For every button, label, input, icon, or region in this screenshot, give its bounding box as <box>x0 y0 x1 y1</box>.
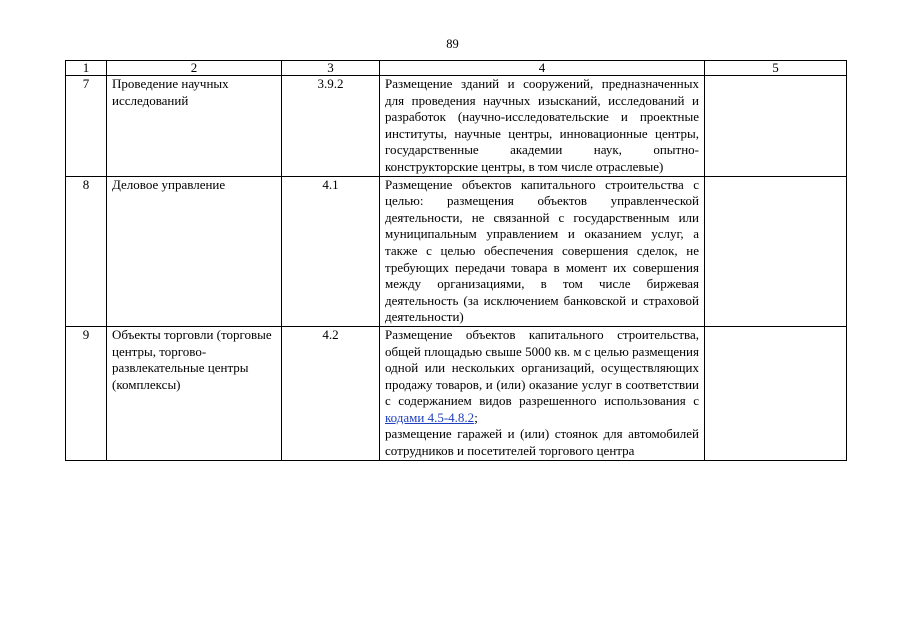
codes-link[interactable]: кодами 4.5-4.8.2 <box>385 409 475 425</box>
use-type-name: Проведение научных исследований <box>107 76 282 177</box>
row-note <box>705 176 847 326</box>
table-header-row <box>66 61 847 76</box>
table-row <box>66 176 847 326</box>
row-number: 7 <box>66 76 107 177</box>
column-header: 5 <box>705 61 847 76</box>
row-note <box>705 76 847 177</box>
use-type-description <box>380 326 705 460</box>
column-header: 3 <box>282 61 380 76</box>
description-paragraph <box>385 327 699 427</box>
table-row <box>66 326 847 460</box>
use-type-code: 3.9.2 <box>282 76 380 177</box>
description-text: ; <box>474 409 478 425</box>
row-number: 8 <box>66 176 107 326</box>
page-number: 89 <box>446 37 459 51</box>
column-header: 2 <box>107 61 282 76</box>
land-use-table <box>65 60 847 461</box>
description-text: Размещение объектов капитального строительства, общей площадью свыше 5000 кв. м с целью размещения одной или нескольких организаций, осуществляющих продажу товаров, и (или) оказание услуг в соответствии с содержанием видов разрешенного использования с <box>385 326 699 409</box>
column-header: 4 <box>380 61 705 76</box>
row-number: 9 <box>66 326 107 460</box>
use-type-description: Размещение объектов капитального строительства с целью: размещения объектов управленческой деятельности, не связанной с государственным или муниципальным управлением и оказанием услуг, а также с целью обеспечения совершения сделок, не требующих передачи товара в момент их совершения между организациями, в том числе биржевая деятельность (за исключением банковской и страховой деятельности) <box>380 176 705 326</box>
use-type-name: Объекты торговли (торговые центры, торгово-развлекательные центры (комплексы) <box>107 326 282 460</box>
use-type-code: 4.1 <box>282 176 380 326</box>
column-header: 1 <box>66 61 107 76</box>
description-paragraph: размещение гаражей и (или) стоянок для автомобилей сотрудников и посетителей торгового центра <box>385 426 699 459</box>
use-type-name: Деловое управление <box>107 176 282 326</box>
use-type-description: Размещение зданий и сооружений, предназначенных для проведения научных изысканий, исследований и разработок (научно-исследовательские и проектные институты, научные центры, инновационные центры, государственные академии наук, опытно-конструкторские центры, в том числе отраслевые) <box>380 76 705 177</box>
row-note <box>705 326 847 460</box>
use-type-code: 4.2 <box>282 326 380 460</box>
table-row <box>66 76 847 177</box>
